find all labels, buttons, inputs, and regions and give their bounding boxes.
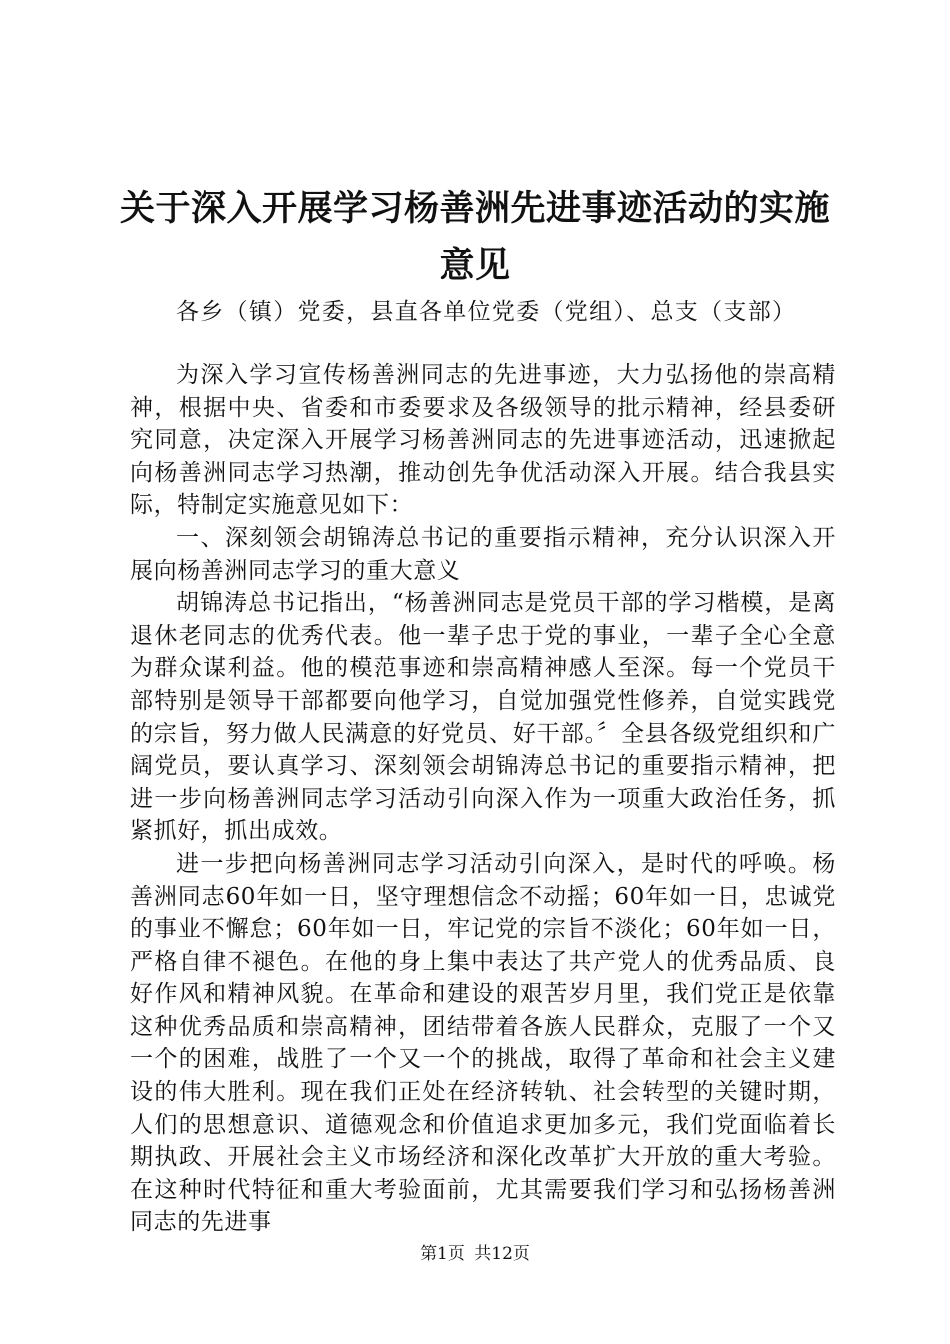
paragraph-quote: 胡锦涛总书记指出，“杨善洲同志是党员干部的学习楷模，是离退休老同志的优秀代表。他一辈子忠于党的事业，一辈子全心全意为群众谋利益。他的模范事迹和崇高精神感人至深。每一个党员干部特别是领导干部都要向他学习，自觉加强党性修养，自觉实践党的宗旨，努力做人民满意的好党员、好干部。〞全县各级党组织和广阔党员，要认真学习、深刻领会胡锦涛总书记的重要指示精神，把进一步向杨善洲同志学习活动引向深入作为一项重大政治任务，抓紧抓好，抓出成效。 [130, 590, 836, 845]
page-footer [0, 1243, 950, 1265]
document-title-line-1: 关于深入开展学习杨善洲先进事迹活动的实施 [119, 189, 830, 229]
salutation: 各乡（镇）党委，县直各单位党委（党组）、总支（支部） [176, 299, 797, 325]
document-body [130, 359, 836, 1239]
page-total: 共12页 [474, 1244, 530, 1264]
document-title-line-2: 意见 [439, 246, 511, 286]
paragraph-era-call: 进一步把向杨善洲同志学习活动引向深入，是时代的呼唤。杨善洲同志60年如一日，坚守理想信念不动摇；60年如一日，忠诚党的事业不懈怠；60年如一日，牢记党的宗旨不淡化；60年如一日，严格自律不褪色。在他的身上集中表达了共产党人的优秀品质、良好作风和精神风貌。在革命和建设的艰苦岁月里，我们党正是依靠这种优秀品质和崇高精神，团结带着各族人民群众，克服了一个又一个的困难，战胜了一个又一个的挑战，取得了革命和社会主义建设的伟大胜利。现在我们正处在经济转轨、社会转型的关键时期，人们的思想意识、道德观念和价值追求更加多元，我们党面临着长期执政、开展社会主义市场经济和深化改革扩大开放的重大考验。在这种时代特征和重大考验面前，尤其需要我们学习和弘扬杨善洲同志的先进事 [130, 850, 836, 1236]
section-heading-1: 一、深刻领会胡锦涛总书记的重要指示精神，充分认识深入开展向杨善洲同志学习的重大意义 [130, 524, 836, 584]
page-number: 第1页 [420, 1244, 465, 1264]
paragraph-intro: 为深入学习宣传杨善洲同志的先进事迹，大力弘扬他的崇高精神，根据中央、省委和市委要求及各级领导的批示精神，经县委研究同意，决定深入开展学习杨善洲同志的先进事迹活动，迅速掀起向杨善洲同志学习热潮，推动创先争优活动深入开展。结合我县实际，特制定实施意见如下： [130, 362, 836, 519]
